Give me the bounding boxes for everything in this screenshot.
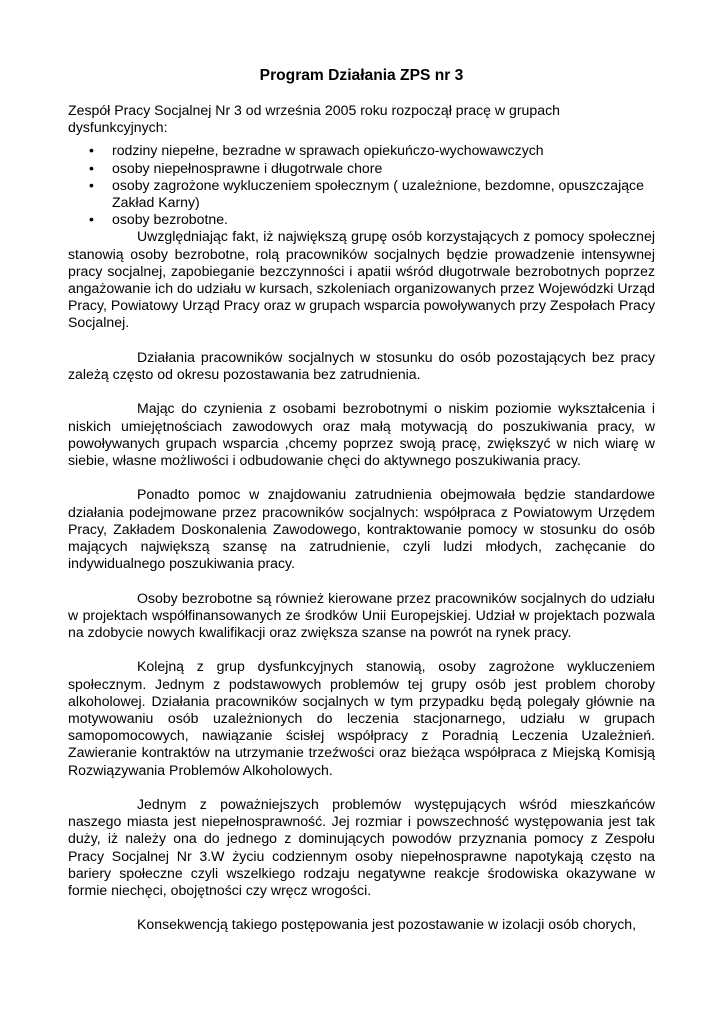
paragraph-unemployment-period: Działania pracowników socjalnych w stosunku do osób pozostających bez pracy zależą często od okresu pozostawania bez zatrudnienia. [68,348,655,383]
list-item: • osoby niepełnosprawne i długotrwale chore [112,160,655,177]
paragraph-eu-projects: Osoby bezrobotne są również kierowane przez pracowników socjalnych do udziału w projektach współfinansowanych ze środków Unii Europejskiej. Udział w projektach pozwala na zdobycie nowych kwalifikacji oraz zwiększa szanse na powrót na rynek pracy. [68,589,655,641]
intro-paragraph: Zespół Pracy Socjalnej Nr 3 od września 2005 roku rozpoczął pracę w grupach dysfunkcyjnych: [68,102,560,136]
paragraph-employment-help: Ponadto pomoc w znajdowaniu zatrudnienia obejmowała będzie standardowe działania podejmowane przez pracowników socjalnych: współpraca z Powiatowym Urzędem Pracy, Zakładem Doskonalenia Zawodowego, kontraktowanie pomocy w stosunku do osób mających największą szansę na zatrudnienie, czyli ludzi młodych, zachęcanie do indywidualnego poszukiwania pracy. [68,486,655,572]
paragraph-social-exclusion: Kolejną z grup dysfunkcyjnych stanowią, osoby zagrożone wykluczeniem społecznym. Jednym z podstawowych problemów tej grupy osób jest problem choroby alkoholowej. Działania pracowników socjalnych w tym przypadku będą polegały głównie na motywowaniu osób uzależnionych do leczenia stacjonarnego, udziału w grupach samopomocowych, nawiązanie ścisłej współpracy z Poradnią Leczenia Uzależnień. Zawieranie kontraktów na utrzymanie trzeźwości oraz bieżąca współpraca z Miejską Komisją Rozwiązywania Problemów Alkoholowych. [68,658,655,778]
paragraph-unemployed: Uwzględniając fakt, iż największą grupę osób korzystających z pomocy społecznej stanowią osoby bezrobotne, rolą pracowników socjalnych będzie prowadzenie intensywnej pracy socjalnej, zapobieganie bezczynności i apatii wśród długotrwale bezrobotnych poprzez angażowanie ich do udziału w kursach, szkoleniach organizowanych przez Wojewódzki Urząd Pracy, Powiatowy Urząd Pracy oraz w grupach wsparcia powoływanych przy Zespołach Pracy Socjalnej. [68,228,655,331]
list-item: • rodziny niepełne, bezradne w sprawach opiekuńczo-wychowawczych [112,142,655,159]
dysfunctional-groups-list [68,142,655,228]
paragraph-consequences: Konsekwencją takiego postępowania jest pozostawanie w izolacji osób chorych, [137,916,637,933]
list-item: • osoby zagrożone wykluczeniem społecznym ( uzależnione, bezdomne, opuszczające Zakład Karny) [112,177,655,211]
paragraph-disability: Jednym z poważniejszych problemów występujących wśród mieszkańców naszego miasta jest niepełnosprawność. Jej rozmiar i powszechność występowania jest tak duży, iż należy ona do jednego z dominujących powodów przyznania pomocy z Zespołu Pracy Socjalnej Nr 3.W życiu codziennym osoby niepełnosprawne napotykają często na bariery społeczne czyli wszelkiego rodzaju negatywne reakcje środowiska okazywane w formie niechęci, obojętności czy wręcz wrogości. [68,796,655,899]
list-item: • osoby bezrobotne. [112,211,655,228]
document-title: Program Działania ZPS nr 3 [259,67,464,84]
paragraph-support-groups: Mając do czynienia z osobami bezrobotnymi o niskim poziomie wykształcenia i niskich umiejętnościach zawodowych oraz małą motywacją do poszukiwania pracy, w powoływanych grupach wsparcia ,chcemy poprzez swoją pracę, zwiększyć w nich wiarę w siebie, własne możliwości i odbudowanie chęci do aktywnego poszukiwania pracy. [68,400,655,469]
